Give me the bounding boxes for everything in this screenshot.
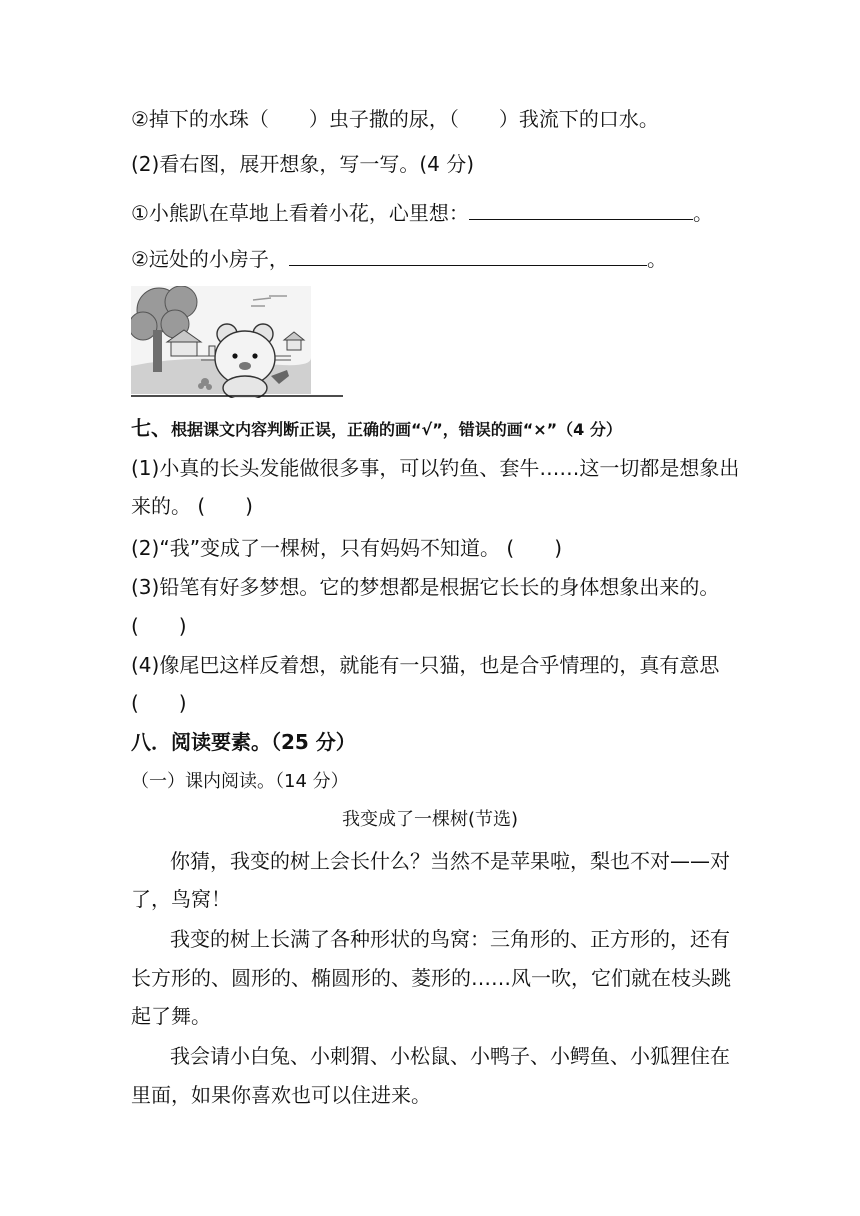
q7-instruction: 根据课文内容判断正误，正确的画“√”，错误的画“×”（4 分） <box>171 420 622 439</box>
passage-p2-line2: 长方形的、圆形的、椭圆形的、菱形的……风一吹，它们就在枝头跳 <box>131 966 731 990</box>
q6-item1-prompt: ①小熊趴在草地上看着小花，心里想： <box>131 201 469 225</box>
q6-item2-prompt: ②远处的小房子， <box>131 247 289 271</box>
passage-p3-line2: 里面，如果你喜欢也可以住进来。 <box>131 1083 431 1107</box>
passage-p2-line1: 我变的树上长满了各种形状的鸟窝：三角形的、正方形的，还有 <box>170 927 730 951</box>
q6-options-line: ②掉下的水珠（ ）虫子撒的尿，（ ）我流下的口水。 <box>131 107 659 131</box>
q7-statement-3-line1: (3)铅笔有好多梦想。它的梦想都是根据它长长的身体想象出来的。 <box>131 575 720 599</box>
passage-p2-line3: 起了舞。 <box>131 1004 211 1028</box>
q6-item2-answer-blank[interactable] <box>289 243 647 266</box>
q7-number: 七、 <box>131 416 171 440</box>
q6-item1-answer-blank[interactable] <box>469 197 693 220</box>
q6-item2-period: 。 <box>646 247 667 271</box>
bear-in-meadow-illustration <box>131 286 343 398</box>
q7-heading <box>131 414 622 444</box>
passage-p1-line1: 你猜，我变的树上会长什么？当然不是苹果啦，梨也不对——对 <box>170 849 730 873</box>
q6-sub2-heading: (2)看右图，展开想象，写一写。(4 分) <box>131 152 475 176</box>
q7-statement-4-line1: (4)像尾巴这样反着想，就能有一只猫，也是合乎情理的，真有意思 <box>131 653 720 677</box>
q7-statement-4-answer[interactable]: ( ) <box>131 691 187 715</box>
q6-item2 <box>131 243 667 273</box>
q8-subsection-heading: （一）课内阅读。（14 分） <box>131 771 349 792</box>
q6-item1 <box>131 197 713 227</box>
passage-p1-line2: 了，鸟窝！ <box>131 887 231 911</box>
passage-p3-line1: 我会请小白兔、小刺猬、小松鼠、小鸭子、小鳄鱼、小狐狸住在 <box>170 1044 730 1068</box>
q6-item1-period: 。 <box>692 201 713 225</box>
q7-statement-1-line2[interactable]: 来的。 ( ) <box>131 494 253 518</box>
q7-statement-2[interactable]: (2)“我”变成了一棵树，只有妈妈不知道。 ( ) <box>131 536 563 560</box>
passage-title: 我变成了一棵树(节选) <box>341 809 519 830</box>
q7-statement-1-line1: (1)小真的长头发能做很多事，可以钓鱼、套牛……这一切都是想象出 <box>131 456 740 480</box>
q8-heading: 八．阅读要素。（25 分） <box>131 730 356 754</box>
q7-statement-3-answer[interactable]: ( ) <box>131 614 187 638</box>
